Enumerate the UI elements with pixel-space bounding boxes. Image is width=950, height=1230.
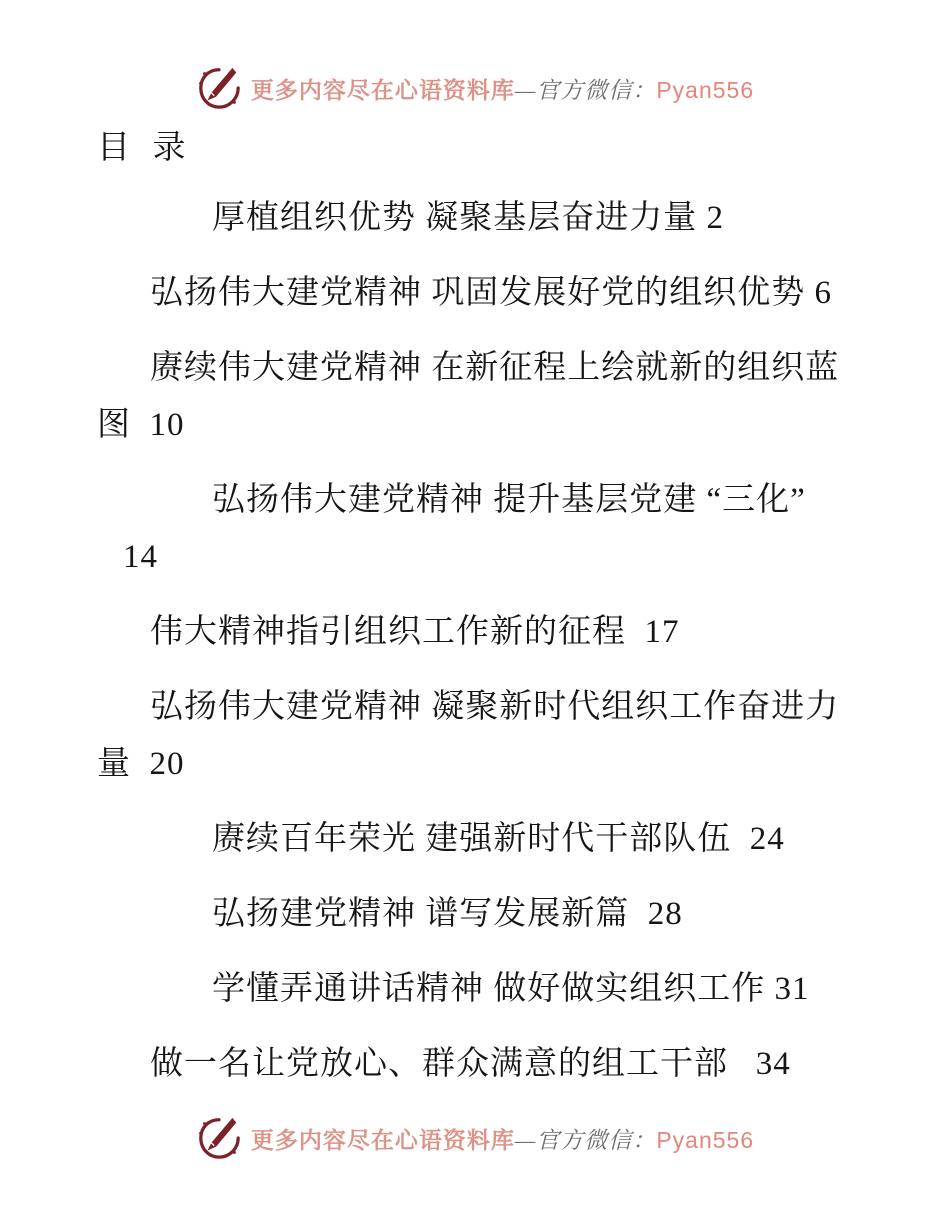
- watermark-brand-text: 更多内容尽在心语资料库: [250, 1127, 515, 1153]
- toc-entry: [97, 190, 890, 247]
- toc-entry: [97, 886, 890, 943]
- watermark-text: [251, 72, 754, 105]
- toc-entry-line: 量 20: [97, 746, 185, 782]
- toc-entry-line: 赓续百年荣光 建强新时代干部队伍 24: [212, 821, 785, 857]
- toc-entry: [97, 1036, 890, 1093]
- toc-entry: [97, 340, 890, 454]
- pen-circle-logo-icon: [196, 64, 242, 112]
- toc-entry: [97, 604, 890, 661]
- watermark-text: [251, 1122, 754, 1155]
- toc-entry-line: 14: [123, 539, 158, 575]
- toc-title: 目 录: [97, 130, 188, 166]
- header-watermark: [0, 62, 950, 114]
- table-of-contents: [97, 120, 890, 1111]
- toc-entry-line: 伟大精神指引组织工作新的征程 17: [150, 614, 680, 650]
- toc-entry: [97, 811, 890, 868]
- toc-entry-line: 图 10: [97, 407, 185, 443]
- toc-entry-line: 弘扬伟大建党精神 巩固发展好党的组织优势 6: [150, 275, 832, 311]
- toc-entry-line: 学懂弄通讲话精神 做好做实组织工作 31: [212, 971, 810, 1007]
- footer-watermark: [0, 1112, 950, 1164]
- toc-entry-line: 弘扬建党精神 谱写发展新篇 28: [212, 896, 683, 932]
- toc-entry-line: 弘扬伟大建党精神 提升基层党建 “三化”: [212, 482, 806, 518]
- toc-entry-line: 厚植组织优势 凝聚基层奋进力量 2: [212, 200, 724, 236]
- watermark-brand-text: 更多内容尽在心语资料库: [250, 77, 515, 103]
- toc-entry-line: 做一名让党放心、群众满意的组工干部 34: [150, 1046, 791, 1082]
- toc-entry: [97, 961, 890, 1018]
- watermark-wechat-id: Pyan556: [656, 1126, 755, 1153]
- watermark-wechat-id: Pyan556: [656, 76, 755, 103]
- watermark-divider-text: —官方微信：: [514, 77, 657, 103]
- toc-entry-line: 赓续伟大建党精神 在新征程上绘就新的组织蓝: [150, 350, 840, 386]
- toc-entry: [97, 472, 890, 586]
- toc-entry: [97, 679, 890, 793]
- pen-circle-logo-icon: [196, 1114, 242, 1162]
- watermark-divider-text: —官方微信：: [514, 1127, 657, 1153]
- toc-entry: [97, 265, 890, 322]
- toc-entry-line: 弘扬伟大建党精神 凝聚新时代组织工作奋进力: [150, 689, 840, 725]
